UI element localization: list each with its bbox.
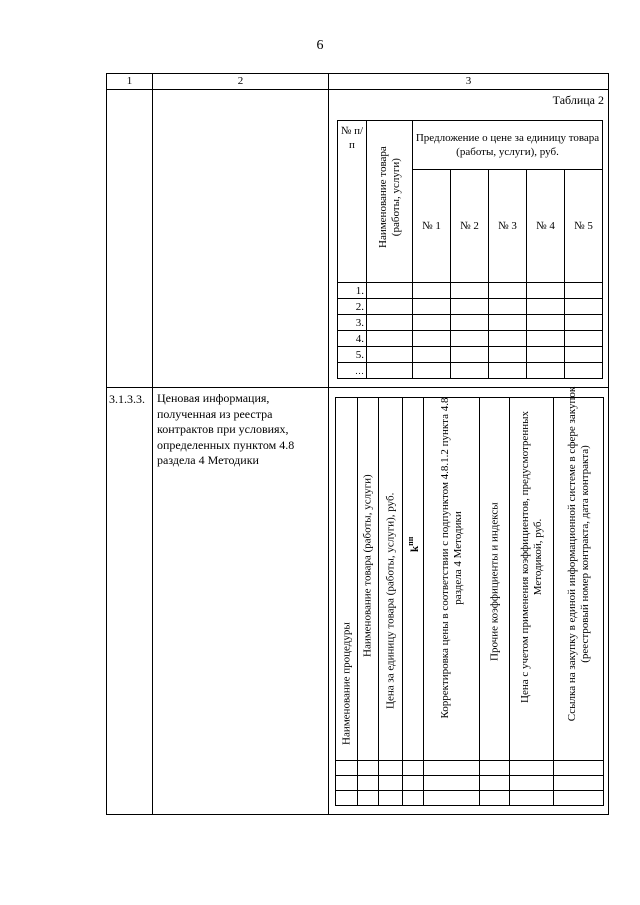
k-superscript: пп (406, 537, 416, 547)
header-col-2: 2 (153, 74, 329, 90)
col-procurement-link-label: Ссылка на закупку в единой информационной системе в сфере закупок (реестровый номер контракта, дата контракта) (565, 386, 591, 722)
section-1-content (329, 90, 609, 388)
row-number: 3. (338, 315, 367, 331)
table-row (336, 761, 604, 776)
col-item-name (358, 398, 379, 761)
name-head (367, 121, 413, 283)
col-procedure-name (336, 398, 358, 761)
col-adjusted-price (510, 398, 554, 761)
offer-col-5: № 5 (565, 170, 603, 283)
col-other-coefficients-label: Прочие коэффициенты и индексы (488, 502, 500, 661)
col-adjustment-label: Корректировка цены в соответствии с подпунктом 4.8.1.2 пункта 4.8 раздела 4 Методики (438, 397, 464, 719)
table-row (338, 315, 603, 331)
section-2-content (329, 388, 609, 815)
offer-col-1: № 1 (413, 170, 451, 283)
row-number: 1. (338, 283, 367, 299)
registry-price-table (335, 386, 604, 806)
col-k-label: $k^{пп}$ (406, 537, 421, 553)
header-col-3: 3 (329, 74, 609, 90)
name-head-line1: Наименование товара (376, 145, 389, 248)
table-row (338, 331, 603, 347)
section-2-description: Ценовая информация, полученная из реестра контрактов при условиях, определенных пунктом 4.8 раздела 4 Методики (153, 388, 329, 815)
table-row (336, 776, 604, 791)
col-unit-price-label: Цена за единицу товара (работы, услуги), руб. (384, 492, 396, 709)
main-table (106, 73, 609, 815)
section-1-row (107, 90, 609, 388)
header-row (107, 74, 609, 90)
name-head-line2: (работы, услуги) (389, 157, 402, 236)
offer-col-3: № 3 (489, 170, 527, 283)
col-adjustment (424, 398, 480, 761)
table-caption: Таблица 2 (552, 93, 604, 107)
row-number: 4. (338, 331, 367, 347)
table-row (338, 299, 603, 315)
row-number: … (338, 363, 367, 379)
section-1-description (153, 90, 329, 388)
offer-col-4: № 4 (527, 170, 565, 283)
col-procedure-name-label: Наименование процедуры (340, 622, 352, 745)
row-number: 2. (338, 299, 367, 315)
col-k (403, 398, 424, 761)
row-number: 5. (338, 347, 367, 363)
col-item-name-label: Наименование товара (работы, услуги) (361, 474, 374, 657)
table-row (336, 791, 604, 806)
col-unit-price (379, 398, 403, 761)
table-row (338, 363, 603, 379)
page-number: 6 (316, 38, 324, 53)
offer-head: Предложение о цене за единицу товара (работы, услуги), руб. (413, 121, 603, 170)
num-head: № п/п (338, 121, 367, 283)
section-2-row (107, 388, 609, 815)
col-other-coefficients (480, 398, 510, 761)
section-2-code: 3.1.3.3. (107, 388, 153, 815)
table-row (338, 347, 603, 363)
price-offer-table (337, 120, 603, 379)
col-adjusted-price-label: Цена с учетом применения коэффициентов, предусмотренных Методикой, руб. (518, 411, 544, 703)
section-1-code (107, 90, 153, 388)
offer-col-2: № 2 (451, 170, 489, 283)
col-procurement-link (554, 386, 604, 761)
table-row (338, 283, 603, 299)
header-col-1: 1 (107, 74, 153, 90)
